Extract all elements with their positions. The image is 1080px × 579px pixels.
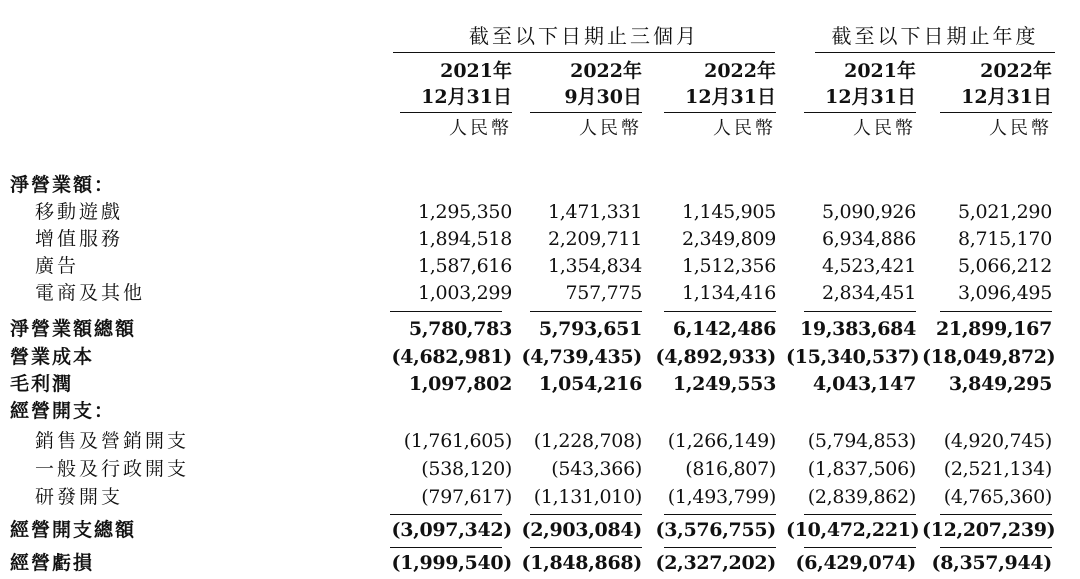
row-value: (4,739,435) bbox=[521, 346, 642, 368]
row-label: 淨營業額總額 bbox=[10, 318, 137, 340]
row-value: (3,097,342) bbox=[391, 519, 512, 541]
row-value: 4,523,421 bbox=[822, 255, 916, 277]
column-currency: 人民幣 bbox=[713, 118, 776, 139]
row-value: 2,349,809 bbox=[682, 228, 776, 250]
column-date: 12月31日 bbox=[825, 86, 916, 108]
row-value: (1,228,708) bbox=[533, 430, 642, 452]
subtotal-rule bbox=[940, 311, 1052, 312]
group-header-rule bbox=[393, 52, 775, 53]
column-rule bbox=[940, 112, 1052, 113]
row-value: 21,899,167 bbox=[936, 318, 1052, 340]
column-year: 2022年 bbox=[704, 60, 776, 82]
row-value: 1,295,350 bbox=[418, 201, 512, 223]
group-header-year: 截至以下日期止年度 bbox=[831, 24, 1039, 48]
row-value: (12,207,239) bbox=[922, 519, 1056, 541]
row-label: 經營虧損 bbox=[10, 552, 95, 574]
table-row bbox=[0, 428, 1080, 455]
row-value: 1,003,299 bbox=[418, 282, 512, 304]
table-row bbox=[0, 344, 1080, 371]
row-value: 5,780,783 bbox=[408, 318, 512, 340]
table-row bbox=[0, 484, 1080, 511]
row-value: 5,066,212 bbox=[958, 255, 1052, 277]
row-value: (1,999,540) bbox=[391, 552, 512, 574]
row-value: 4,043,147 bbox=[812, 373, 916, 395]
table-row bbox=[0, 253, 1080, 280]
subtotal-rule bbox=[804, 514, 916, 515]
row-value: (2,903,084) bbox=[521, 519, 642, 541]
row-value: (4,892,933) bbox=[655, 346, 776, 368]
row-value: 6,934,886 bbox=[822, 228, 916, 250]
column-currency: 人民幣 bbox=[853, 118, 916, 139]
row-value: 2,834,451 bbox=[822, 282, 916, 304]
row-value: 8,715,170 bbox=[958, 228, 1052, 250]
column-rule bbox=[804, 112, 916, 113]
row-value: (1,493,799) bbox=[667, 486, 776, 508]
column-date: 12月31日 bbox=[421, 86, 512, 108]
column-date: 9月30日 bbox=[564, 86, 642, 108]
row-label: 經營開支： bbox=[10, 400, 116, 422]
row-label: 經營開支總額 bbox=[10, 519, 137, 541]
subtotal-rule bbox=[664, 547, 776, 548]
subtotal-rule bbox=[804, 311, 916, 312]
row-value: (816,807) bbox=[685, 458, 776, 480]
row-value: 757,775 bbox=[565, 282, 642, 304]
row-value: 1,512,356 bbox=[682, 255, 776, 277]
row-value: (1,837,506) bbox=[807, 458, 916, 480]
row-value: 1,097,802 bbox=[408, 373, 512, 395]
row-value: 19,383,684 bbox=[800, 318, 916, 340]
row-value: (538,120) bbox=[421, 458, 512, 480]
row-value: 5,793,651 bbox=[538, 318, 642, 340]
row-label: 一般及行政開支 bbox=[35, 458, 190, 480]
row-label: 銷售及營銷開支 bbox=[35, 430, 190, 452]
row-label: 廣告 bbox=[35, 255, 80, 277]
row-label: 營業成本 bbox=[10, 346, 95, 368]
column-rule bbox=[400, 112, 512, 113]
group-header-rule bbox=[815, 52, 1055, 53]
column-rule bbox=[664, 112, 776, 113]
subtotal-rule bbox=[530, 514, 642, 515]
row-value: 5,090,926 bbox=[822, 201, 916, 223]
row-value: 1,354,834 bbox=[548, 255, 642, 277]
table-row bbox=[0, 199, 1080, 226]
row-value: 1,894,518 bbox=[418, 228, 512, 250]
column-year: 2021年 bbox=[440, 60, 512, 82]
column-year: 2021年 bbox=[844, 60, 916, 82]
row-label: 增值服務 bbox=[35, 228, 124, 250]
subtotal-rule bbox=[940, 547, 1052, 548]
row-value: 3,096,495 bbox=[958, 282, 1052, 304]
row-value: 5,021,290 bbox=[958, 201, 1052, 223]
row-value: (18,049,872) bbox=[922, 346, 1056, 368]
row-value: (10,472,221) bbox=[786, 519, 920, 541]
row-value: (4,765,360) bbox=[943, 486, 1052, 508]
subtotal-rule bbox=[940, 514, 1052, 515]
row-label: 淨營業額： bbox=[10, 174, 116, 196]
group-header-three-months: 截至以下日期止三個月 bbox=[469, 24, 699, 48]
row-value: 1,471,331 bbox=[548, 201, 642, 223]
row-value: (6,429,074) bbox=[795, 552, 916, 574]
column-year: 2022年 bbox=[570, 60, 642, 82]
subtotal-rule bbox=[664, 514, 776, 515]
row-value: (2,521,134) bbox=[943, 458, 1052, 480]
row-value: 3,849,295 bbox=[948, 373, 1052, 395]
row-label: 電商及其他 bbox=[35, 282, 146, 304]
row-value: (1,266,149) bbox=[667, 430, 776, 452]
subtotal-rule bbox=[530, 311, 642, 312]
subtotal-rule bbox=[390, 547, 502, 548]
row-value: (543,366) bbox=[551, 458, 642, 480]
row-value: (3,576,755) bbox=[655, 519, 776, 541]
section-net-revenue bbox=[0, 172, 1080, 199]
row-value: 2,209,711 bbox=[548, 228, 642, 250]
row-value: 1,145,905 bbox=[682, 201, 776, 223]
table-row-total bbox=[0, 550, 1080, 577]
column-rule bbox=[530, 112, 642, 113]
subtotal-rule bbox=[804, 547, 916, 548]
row-value: (4,682,981) bbox=[391, 346, 512, 368]
table-row bbox=[0, 226, 1080, 253]
column-currency: 人民幣 bbox=[579, 118, 642, 139]
table-row-total bbox=[0, 517, 1080, 544]
row-value: (1,131,010) bbox=[533, 486, 642, 508]
row-value: (2,327,202) bbox=[655, 552, 776, 574]
column-date: 12月31日 bbox=[685, 86, 776, 108]
row-value: 1,054,216 bbox=[538, 373, 642, 395]
row-value: 1,587,616 bbox=[418, 255, 512, 277]
column-currency: 人民幣 bbox=[989, 118, 1052, 139]
row-value: (5,794,853) bbox=[807, 430, 916, 452]
column-date: 12月31日 bbox=[961, 86, 1052, 108]
row-value: 6,142,486 bbox=[672, 318, 776, 340]
row-value: 1,134,416 bbox=[682, 282, 776, 304]
column-currency: 人民幣 bbox=[449, 118, 512, 139]
column-year: 2022年 bbox=[980, 60, 1052, 82]
section-operating-expenses bbox=[0, 398, 1080, 425]
row-value: (15,340,537) bbox=[786, 346, 920, 368]
table-row bbox=[0, 456, 1080, 483]
row-value: 1,249,553 bbox=[672, 373, 776, 395]
row-label: 毛利潤 bbox=[10, 373, 74, 395]
row-value: (1,761,605) bbox=[403, 430, 512, 452]
row-value: (2,839,862) bbox=[807, 486, 916, 508]
row-label: 移動遊戲 bbox=[35, 201, 124, 223]
row-value: (797,617) bbox=[421, 486, 512, 508]
subtotal-rule bbox=[390, 311, 502, 312]
subtotal-rule bbox=[390, 514, 502, 515]
table-row-total bbox=[0, 316, 1080, 343]
row-label: 研發開支 bbox=[35, 486, 124, 508]
table-row bbox=[0, 280, 1080, 307]
subtotal-rule bbox=[664, 311, 776, 312]
row-value: (4,920,745) bbox=[943, 430, 1052, 452]
row-value: (1,848,868) bbox=[521, 552, 642, 574]
row-value: (8,357,944) bbox=[931, 552, 1052, 574]
subtotal-rule bbox=[530, 547, 642, 548]
table-row bbox=[0, 371, 1080, 398]
